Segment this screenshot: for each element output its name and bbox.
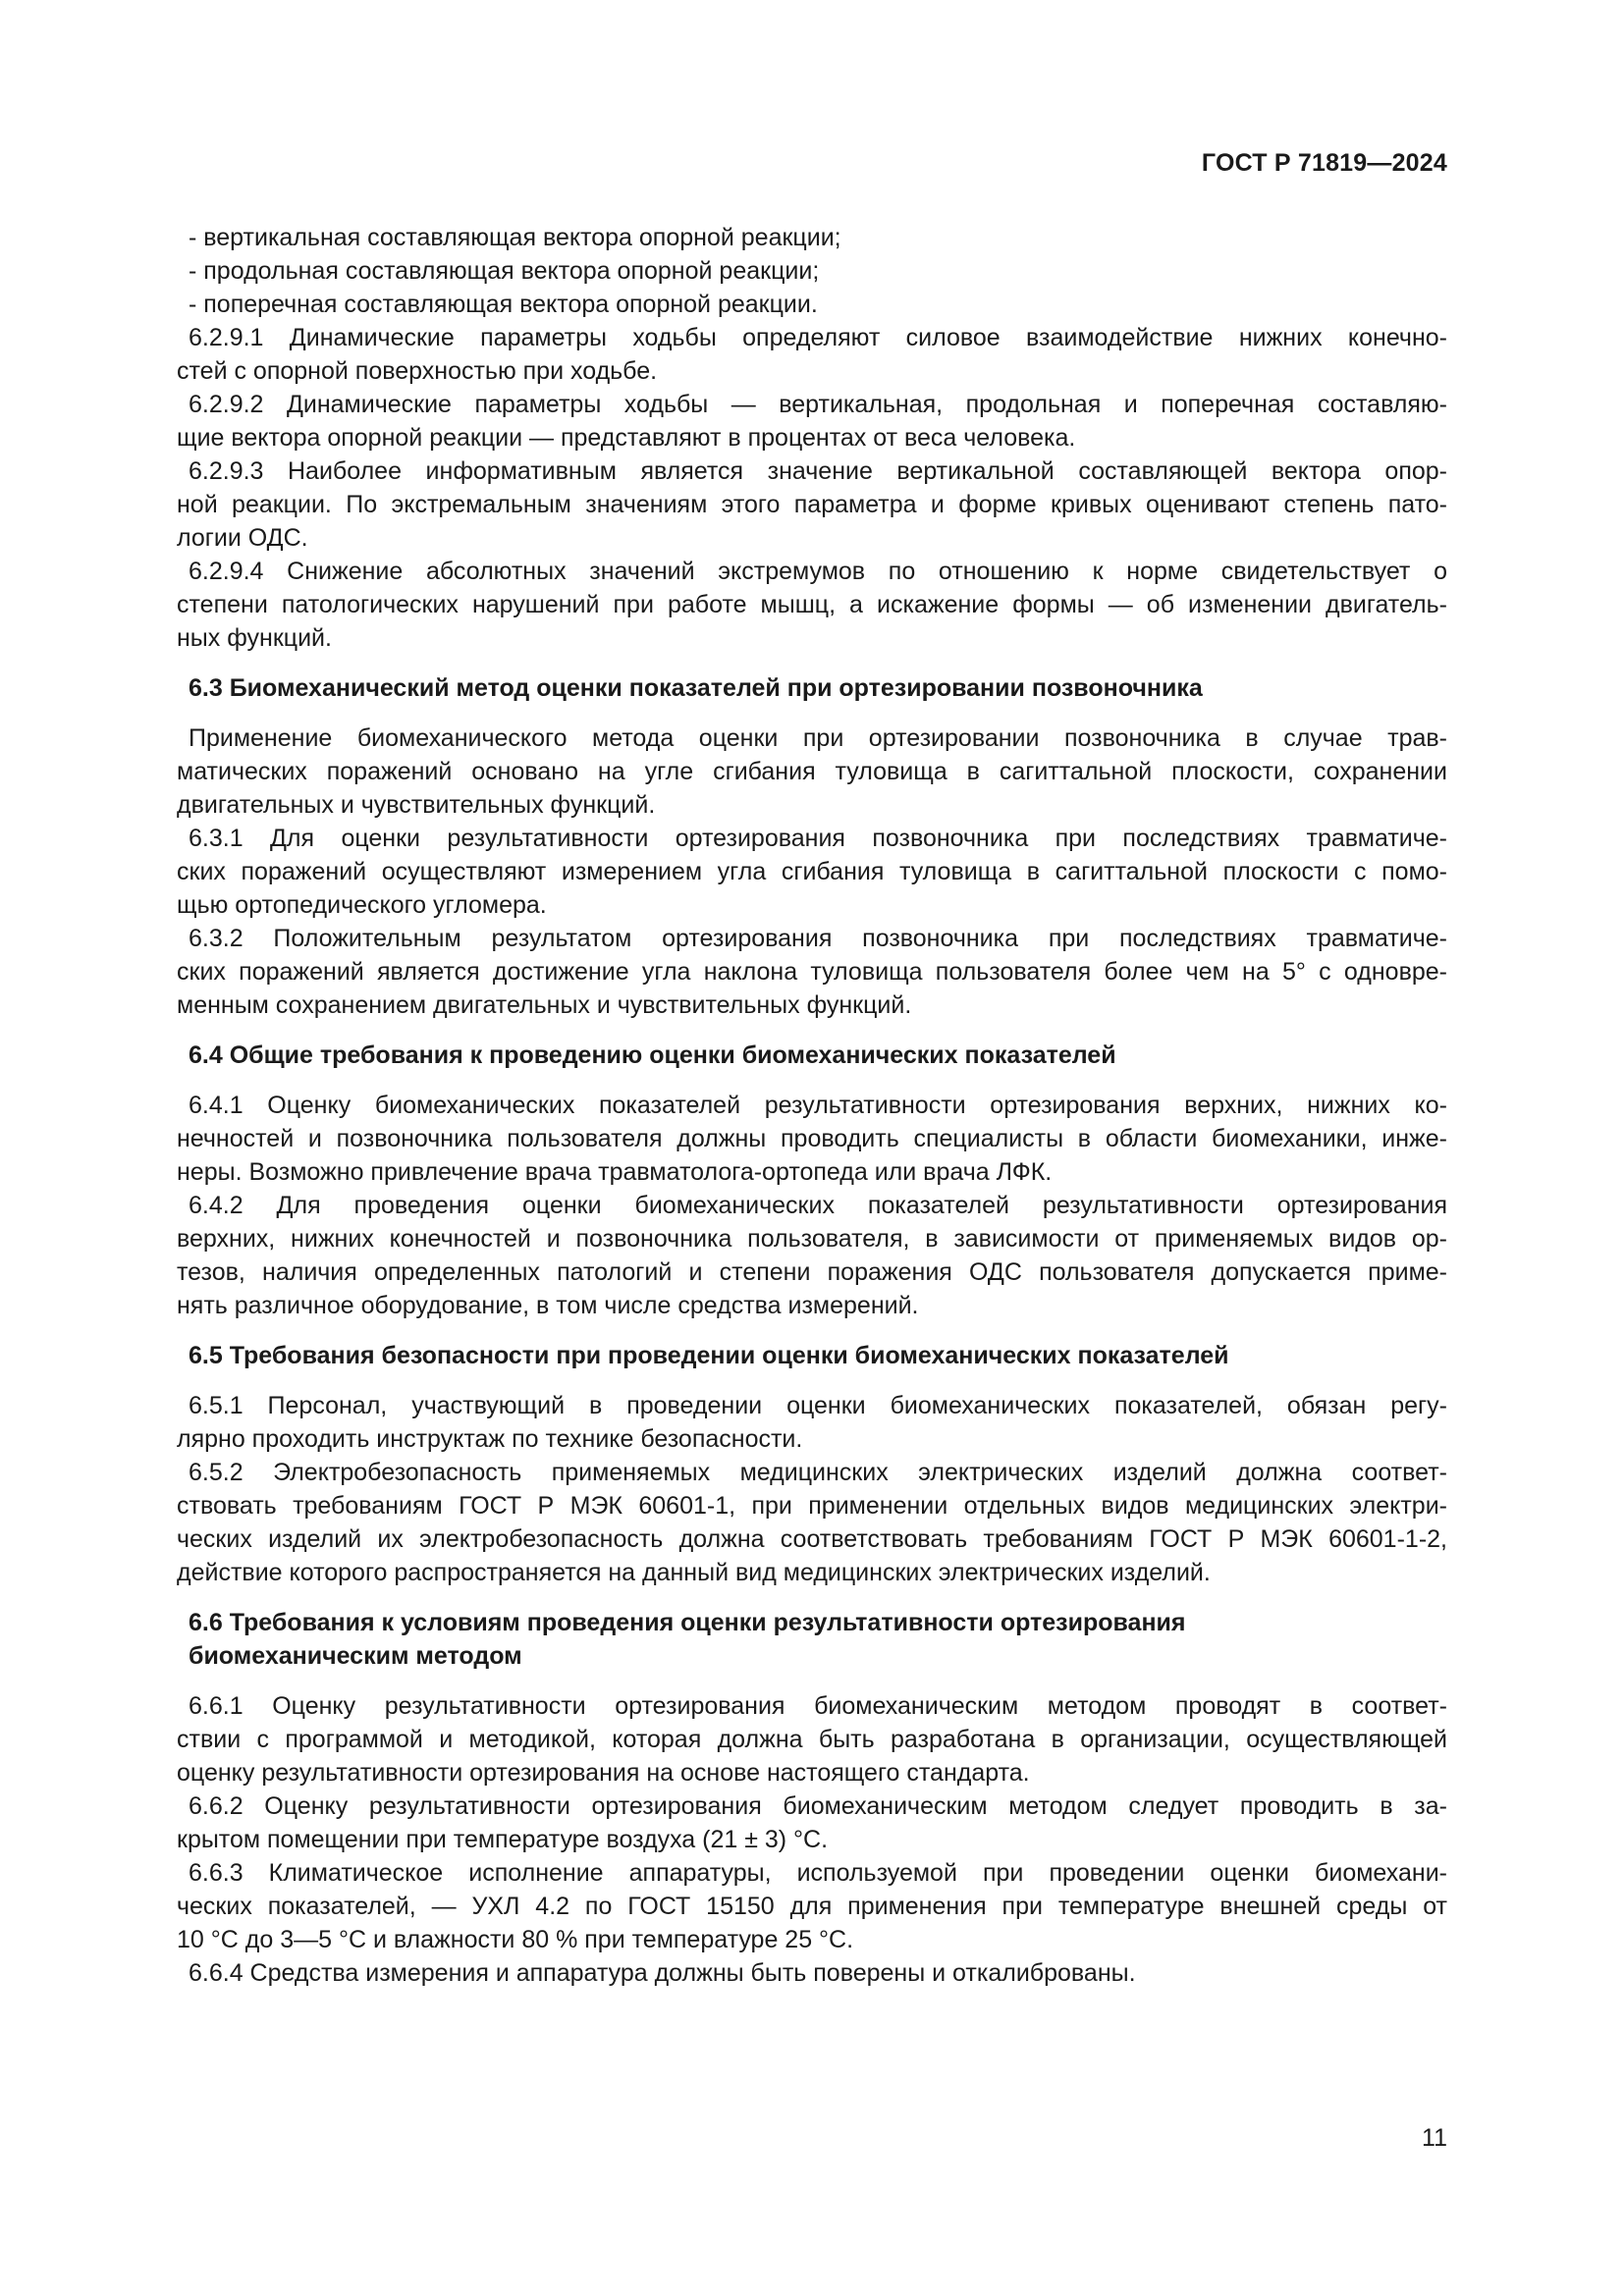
paragraph-line: двигательных и чувствительных функций. [177, 791, 656, 819]
paragraph-line: 6.6.3 Климатическое исполнение аппаратуры, используемой при проведении оценки биомехани- [189, 1859, 1447, 1887]
section-heading: 6.6 Требования к условиям проведения оценки результативности ортезирования [189, 1609, 1186, 1636]
paragraph-line: матических поражений основано на угле сгибания туловища в сагиттальной плоскости, сохранении [177, 758, 1447, 785]
paragraph-line: 6.3.2 Положительным результатом ортезирования позвоночника при последствиях травматиче- [189, 925, 1447, 952]
paragraph-line: 6.5.2 Электробезопасность применяемых медицинских электрических изделий должна соответ- [189, 1459, 1447, 1486]
paragraph-line: тезов, наличия определенных патологий и степени поражения ОДС пользователя допускается приме- [177, 1258, 1447, 1286]
paragraph-line: неры. Возможно привлечение врача травматолога-ортопеда или врача ЛФК. [177, 1158, 1053, 1186]
paragraph-line: ствии с программой и методикой, которая должна быть разработана в организации, осуществляющей [177, 1726, 1447, 1753]
paragraph-line: 6.6.2 Оценку результативности ортезирования биомеханическим методом следует проводить в за- [189, 1792, 1447, 1820]
paragraph-line: 6.6.1 Оценку результативности ортезирования биомеханическим методом проводят в соответ- [189, 1692, 1447, 1720]
paragraph-line: 6.2.9.3 Наиболее информативным является значение вертикальной составляющей вектора опор- [189, 457, 1447, 485]
paragraph-line: ных функций. [177, 624, 332, 652]
paragraph-line: 6.4.1 Оценку биомеханических показателей результативности ортезирования верхних, нижних ко- [189, 1092, 1447, 1119]
document-body [177, 221, 1447, 1990]
paragraph-line: нечностей и позвоночника пользователя должны проводить специалисты в области биомеханики, инже- [177, 1125, 1447, 1152]
paragraph-line: 6.2.9.4 Снижение абсолютных значений экстремумов по отношению к норме свидетельствует о [189, 558, 1447, 585]
page-number: 11 [1422, 2124, 1447, 2152]
paragraph-line: стей с опорной поверхностью при ходьбе. [177, 357, 658, 385]
paragraph-line: 6.3.1 Для оценки результативности ортезирования позвоночника при последствиях травматиче- [189, 825, 1447, 852]
paragraph-line: 6.4.2 Для проведения оценки биомеханических показателей результативности ортезирования [189, 1192, 1447, 1219]
paragraph-line: Применение биомеханического метода оценки при ортезировании позвоночника в случае трав- [189, 724, 1447, 752]
paragraph-line: логии ОДС. [177, 524, 308, 552]
paragraph-line: ческих изделий их электробезопасность должна соответствовать требованиям ГОСТ Р МЭК 60601-1-2, [177, 1525, 1447, 1553]
paragraph-line: 6.6.4 Средства измерения и аппаратура должны быть поверены и откалиброваны. [189, 1959, 1136, 1987]
paragraph-line: действие которого распространяется на данный вид медицинских электрических изделий. [177, 1559, 1211, 1586]
paragraph-line: верхних, нижних конечностей и позвоночника пользователя, в зависимости от применяемых видов ор- [177, 1225, 1447, 1253]
paragraph-line: степени патологических нарушений при работе мышц, а искажение формы — об изменении двигатель- [177, 591, 1447, 618]
section-heading: 6.5 Требования безопасности при проведении оценки биомеханических показателей [189, 1342, 1229, 1369]
list-item: - поперечная составляющая вектора опорной реакции. [189, 291, 818, 318]
paragraph-line: 6.2.9.2 Динамические параметры ходьбы — вертикальная, продольная и поперечная составляю- [189, 391, 1447, 418]
paragraph-line: ческих показателей, — УХЛ 4.2 по ГОСТ 15150 для применения при температуре внешней среды от [177, 1893, 1447, 1920]
section-heading: 6.3 Биомеханический метод оценки показателей при ортезировании позвоночника [189, 674, 1203, 702]
paragraph-line: лярно проходить инструктаж по технике безопасности. [177, 1425, 803, 1453]
paragraph-line: щие вектора опорной реакции — представляют в процентах от веса человека. [177, 424, 1076, 452]
paragraph-line: 6.5.1 Персонал, участвующий в проведении оценки биомеханических показателей, обязан регу- [189, 1392, 1447, 1419]
paragraph-line: 10 °С до 3—5 °С и влажности 80 % при температуре 25 °С. [177, 1926, 854, 1953]
paragraph-line: ной реакции. По экстремальным значениям этого параметра и форме кривых оценивают степень пато- [177, 491, 1447, 518]
section-heading: 6.4 Общие требования к проведению оценки биомеханических показателей [189, 1041, 1116, 1069]
paragraph-line: менным сохранением двигательных и чувствительных функций. [177, 991, 912, 1019]
paragraph-line: оценку результативности ортезирования на основе настоящего стандарта. [177, 1759, 1030, 1787]
section-heading-continued: биомеханическим методом [189, 1642, 522, 1670]
paragraph-line: щью ортопедического угломера. [177, 891, 547, 919]
paragraph-line: нять различное оборудование, в том числе средства измерений. [177, 1292, 919, 1319]
list-item: - продольная составляющая вектора опорной реакции; [189, 257, 820, 285]
paragraph-line: крытом помещении при температуре воздуха (21 ± 3) °С. [177, 1826, 829, 1853]
standard-designation: ГОСТ Р 71819—2024 [1201, 149, 1447, 177]
list-item: - вертикальная составляющая вектора опорной реакции; [189, 224, 841, 251]
paragraph-line: ских поражений является достижение угла наклона туловища пользователя более чем на 5° с одновре- [177, 958, 1447, 986]
paragraph-line: 6.2.9.1 Динамические параметры ходьбы определяют силовое взаимодействие нижних конечно- [189, 324, 1447, 351]
paragraph-line: ских поражений осуществляют измерением угла сгибания туловища в сагиттальной плоскости с помо- [177, 858, 1447, 885]
paragraph-line: ствовать требованиям ГОСТ Р МЭК 60601-1, при применении отдельных видов медицинских электри- [177, 1492, 1447, 1520]
